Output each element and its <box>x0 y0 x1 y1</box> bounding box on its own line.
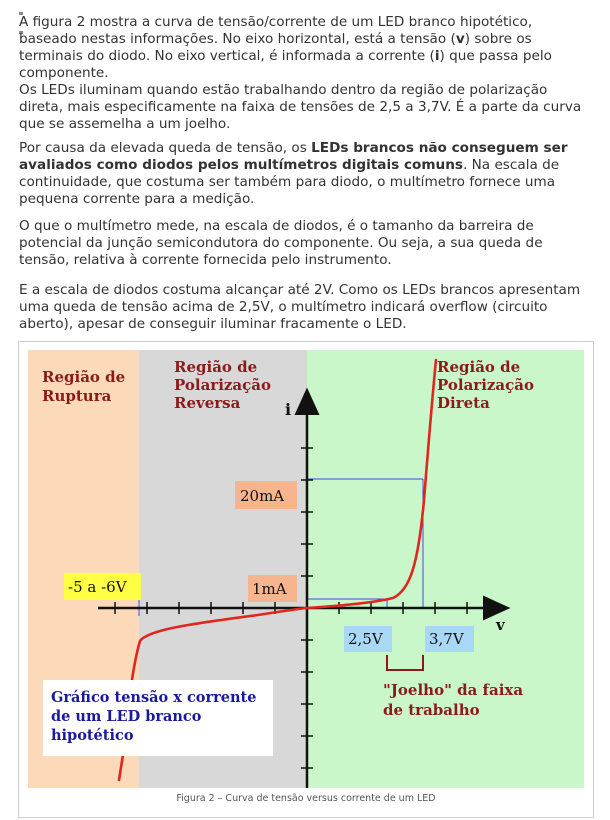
graph-title-line3: hipotético <box>51 727 134 744</box>
paragraph-3 <box>19 140 594 208</box>
neg-voltage-label: -5 a -6V <box>68 578 127 596</box>
p1-text-b: ) sobre os terminais do diodo. No eixo vertical, é informada a corrente ( <box>19 31 532 64</box>
region-reversa-line2: Polarização <box>174 376 271 394</box>
p1-text-a: A figura 2 mostra a curva de tensão/corrente de um LED branco hipotético, baseado nestas informações. No eixo horizontal, está a tensão ( <box>19 14 533 47</box>
paragraph-5: E a escala de diodos costuma alcançar até 2V. Como os LEDs brancos apresentam uma queda de tensão acima de 2,5V, o multímetro indicará overflow (circuito aberto), apesar de conseguir iluminar fracamente o LED. <box>19 282 581 332</box>
paragraph-4: O que o multímetro mede, na escala de diodos, é o tamanho da barreira de potencial da junção semicondutora do componente. Ou seja, a sua queda de tensão, relativa à corrente fornecida pelo instrumento. <box>19 218 543 268</box>
paragraph-2: Os LEDs iluminam quando estão trabalhando dentro da região de polarização direta, mais especificamente na faixa de tensões de 2,5 a 3,7V. É a parte da curva que se assemelha a um joelho. <box>19 82 582 132</box>
region-ruptura-line1: Região de <box>42 368 126 386</box>
top-strip <box>19 0 59 5</box>
figure-caption: Figura 2 – Curva de tensão versus corrente de um LED <box>176 793 436 804</box>
p1-text-c: ) que passa pelo componente. <box>19 48 552 81</box>
p3-text-b: . Na escala de continuidade, que costuma ser também para diodo, o multímetro fornece uma pequena corrente para a medição. <box>19 157 560 207</box>
p3-text-a: Por causa da elevada queda de tensão, os <box>19 140 312 156</box>
region-ruptura-line2: Ruptura <box>42 387 112 405</box>
region-direta-line1: Região de <box>437 358 521 376</box>
region-direta-line2: Polarização <box>437 376 534 394</box>
p1-bold-i: i <box>434 48 440 64</box>
region-direta-line3: Direta <box>437 394 490 412</box>
region-reversa-line1: Região de <box>174 358 258 376</box>
graph-title-line1: Gráfico tensão x corrente <box>51 689 257 706</box>
current-axis-label: i <box>285 400 292 419</box>
knee-note-line1: "Joelho" da faixa <box>383 681 524 699</box>
p3-bold: LEDs brancos não conseguem ser avaliados como diodos pelos multímetros digitais comuns <box>19 140 568 173</box>
iv-curve-diagram <box>28 350 584 788</box>
region-reversa-line3: Reversa <box>174 394 241 412</box>
voltage-axis-label: v <box>496 616 505 634</box>
p1-bold-v: v <box>455 31 465 47</box>
voltage-25-label: 2,5V <box>348 630 383 648</box>
current-20ma-label: 20mA <box>240 487 285 505</box>
knee-note-line2: de trabalho <box>383 701 480 719</box>
region-direta-bg <box>307 350 584 788</box>
graph-title-line2: de um LED branco <box>51 708 202 725</box>
paragraph-1 <box>19 14 594 82</box>
figure-2 <box>18 341 594 818</box>
current-1ma-label: 1mA <box>252 580 287 598</box>
voltage-37-label: 3,7V <box>429 630 464 648</box>
